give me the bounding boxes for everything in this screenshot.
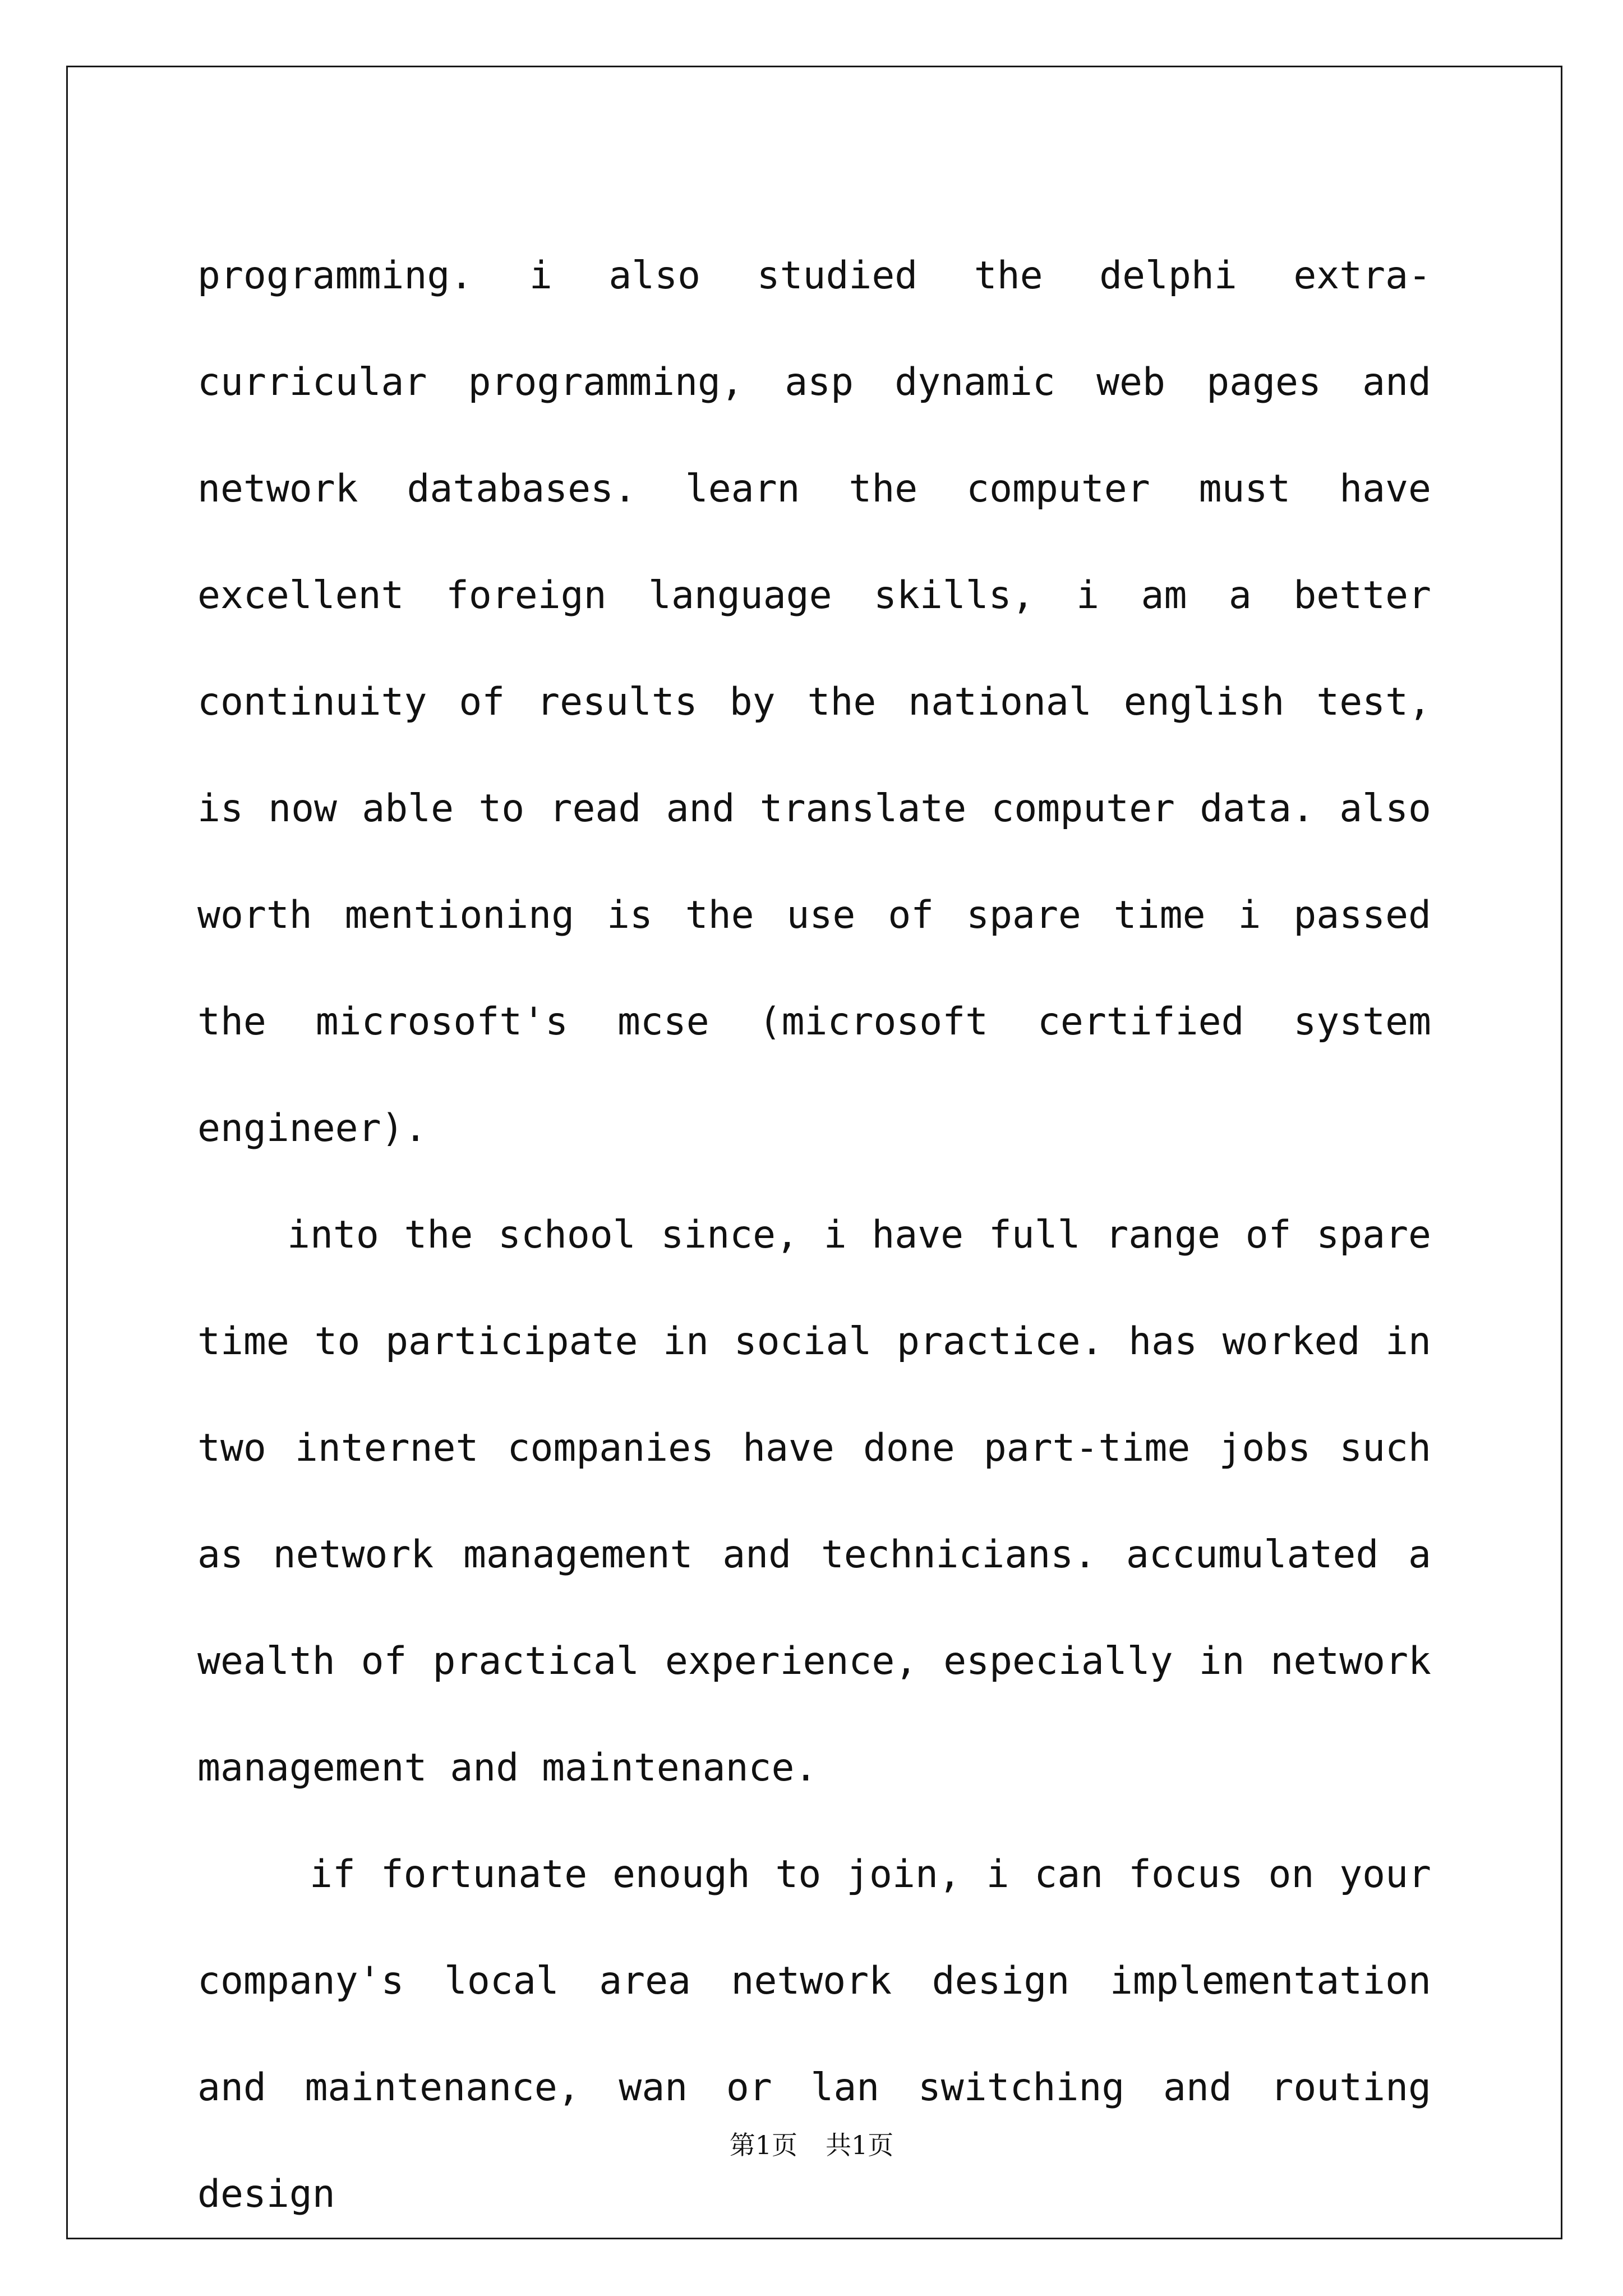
page-number-label: 第1页 <box>729 2130 797 2160</box>
paragraph-1: programming. i also studied the delphi extra-curricular programming, asp dynamic web pages and network databases. learn the computer must have excellent foreign language skills, i am a better continuity of results by the national english test, is now able to read and translate computer data. also worth mentioning is the use of spare time i passed the microsoft's mcse (microsoft certified system engineer). <box>197 254 1431 1151</box>
document-body <box>197 223 1431 2248</box>
paragraph-2: into the school since, i have full range of spare time to participate in social practice. has worked in two internet companies have done part-time jobs such as network management and technicians. accumulated a wealth of practical experience, especially in network management and maintenance. <box>197 1213 1431 1790</box>
page-footer <box>0 2125 1623 2162</box>
page-total-label: 共1页 <box>826 2130 894 2160</box>
paragraph-3: if fortunate enough to join, i can focus on your company's local area network design implementation and maintenance, wan or lan switching and routing design <box>197 1852 1431 2216</box>
